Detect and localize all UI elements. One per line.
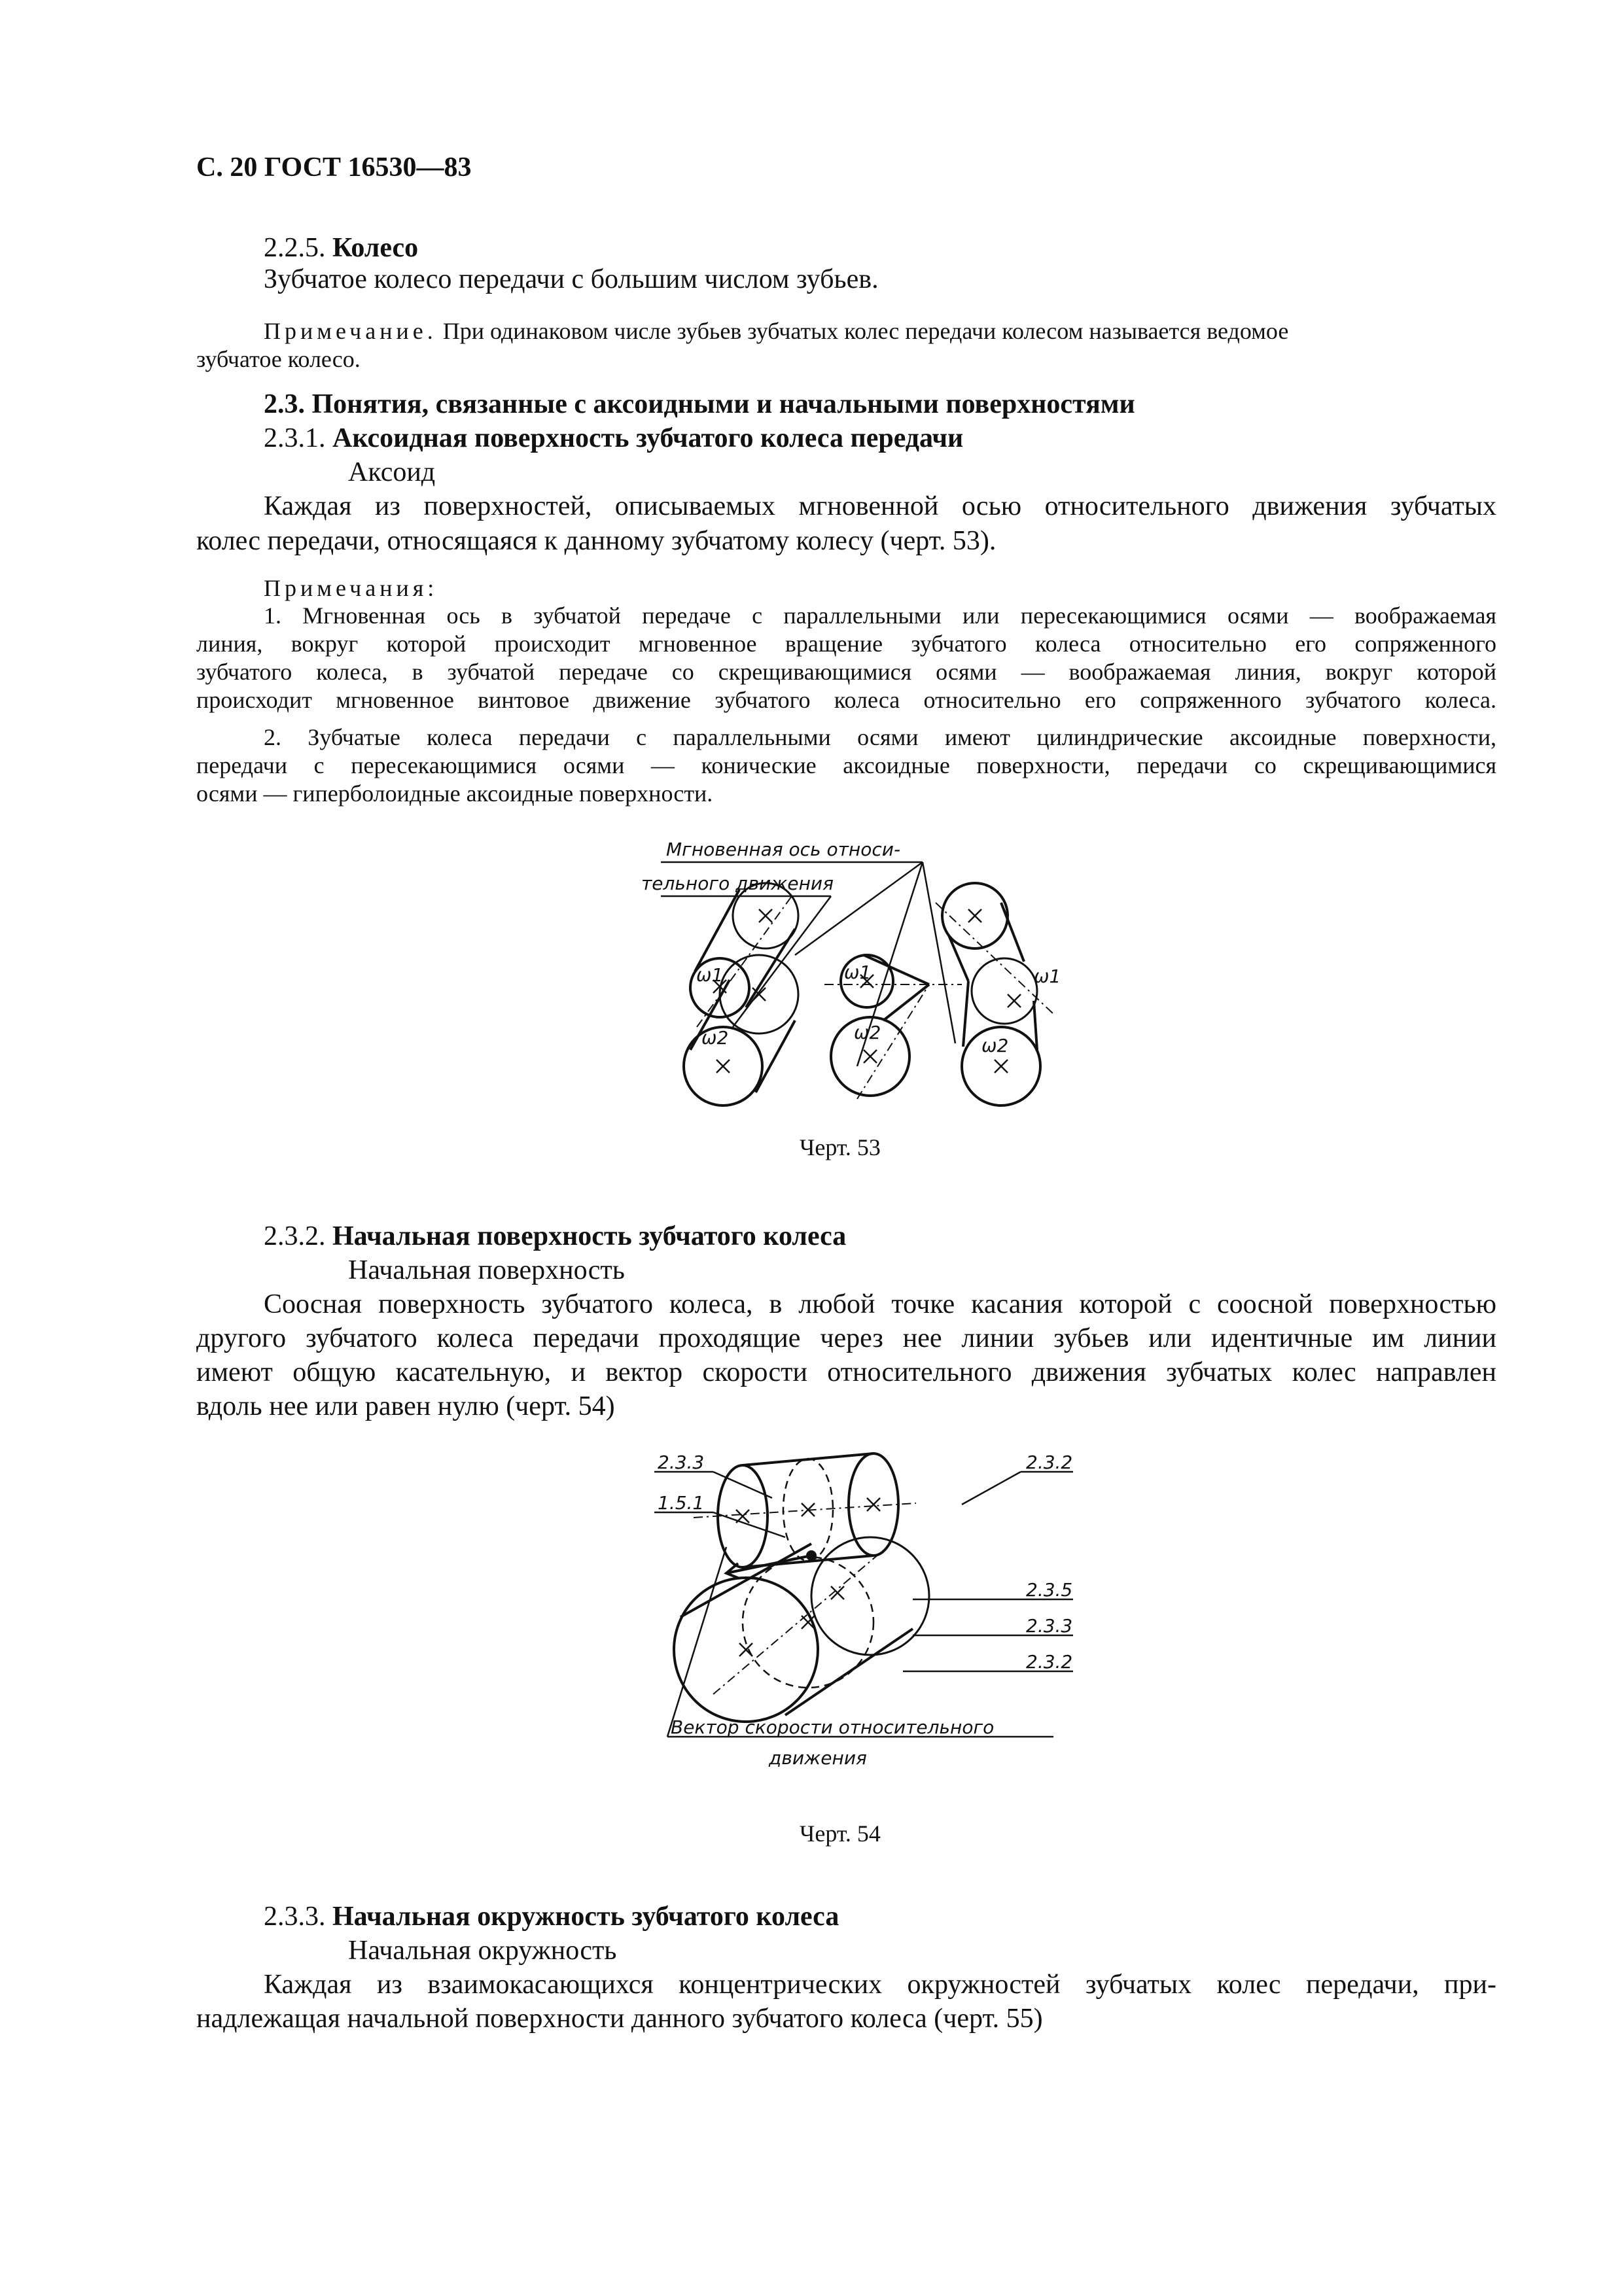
definition-text: Зубчатое колесо передачи с большим числом зубьев. (264, 264, 879, 294)
note-line: 2. Зубчатые колеса передачи с параллельными осями имеют цилиндрические аксоидные поверхности, (264, 724, 1496, 750)
figure-54-caption: Черт. 54 (800, 1820, 881, 1847)
term-title: Колесо (332, 233, 419, 263)
omega-1-label: ω1 (696, 964, 724, 986)
omega-1-label: ω1 (844, 962, 872, 983)
term-title: Начальная поверхность зубчатого колеса (332, 1221, 847, 1251)
short-term: Аксоид (348, 457, 436, 487)
short-term: Начальная окружность (348, 1936, 617, 1966)
definition-text: имеют общую касательную, и вектор скорости относительного движения зубчатых колес направлен (196, 1357, 1496, 1387)
term-title: Начальная окружность зубчатого колеса (332, 1902, 839, 1932)
section-number: 2.2.5. (264, 233, 326, 263)
ref-2-3-2-top: 2.3.2 (1026, 1452, 1073, 1473)
section-number: 2.3.2. (264, 1221, 326, 1251)
ref-2-3-5: 2.3.5 (1026, 1579, 1073, 1601)
definition-text: Каждая из взаимокасающихся концентрических окружностей зубчатых колес передачи, при- (264, 1970, 1496, 2000)
note-line: происходит мгновенное винтовое движение зубчатого колеса относительно его сопряженного зубчатого колеса. (196, 687, 1496, 713)
section-2-3-1-title (264, 423, 963, 454)
definition-text: Соосная поверхность зубчатого колеса, в любой точке касания которой с соосной поверхностью (264, 1289, 1496, 1319)
definition-text: вдоль нее или равен нулю (черт. 54) (196, 1391, 615, 1421)
ref-2-3-3-top: 2.3.3 (658, 1452, 705, 1473)
note-line: передачи с пересекающимися осями — конические аксоидные поверхности, передачи со скрещивающимися (196, 752, 1496, 778)
definition-text: другого зубчатого колеса передачи проходящие через нее линии зубьев или идентичные им линии (196, 1323, 1496, 1353)
definition-text: надлежащая начальной поверхности данного зубчатого колеса (черт. 55) (196, 2004, 1043, 2034)
section-2-3-2-title (264, 1221, 846, 1252)
omega-2-label: ω2 (701, 1027, 729, 1049)
vector-label-line1: Вектор скорости относительного (671, 1716, 995, 1738)
note-line: зубчатое колесо. (196, 346, 361, 372)
ref-2-3-3-right: 2.3.3 (1026, 1615, 1073, 1637)
note-line: осями — гиперболоидные аксоидные поверхности. (196, 780, 713, 807)
omega-2-label: ω2 (981, 1035, 1009, 1056)
note-line: 1. Мгновенная ось в зубчатой передаче с параллельными или пересекающимися осями — воображаемая (264, 602, 1496, 629)
figure-53-axis-label-line1: Мгновенная ось относи- (666, 839, 901, 860)
definition-text: колес передачи, относящаяся к данному зубчатому колесу (черт. 53). (196, 526, 997, 556)
note-line: линия, вокруг которой происходит мгновенное вращение зубчатого колеса относительно его сопряженного (196, 631, 1496, 657)
section-number: 2.3.3. (264, 1902, 326, 1932)
term-title: Аксоидная поверхность зубчатого колеса передачи (332, 423, 964, 453)
note-line: зубчатого колеса, в зубчатой передаче со скрещивающимися осями — воображаемая линия, вокруг которой (196, 659, 1496, 685)
figure-53-caption: Черт. 53 (800, 1134, 881, 1160)
section-number: 2.3.1. (264, 423, 326, 453)
figure-53-axis-label-line2: тельного движения (641, 873, 834, 894)
omega-2-label: ω2 (854, 1022, 881, 1043)
ref-1-5-1: 1.5.1 (658, 1492, 705, 1514)
section-2-3-3-title (264, 1901, 839, 1932)
note-label: Примечание. (264, 318, 437, 344)
notes-label: Примечания: (264, 575, 438, 601)
note-line (264, 317, 1288, 345)
omega-1-label: ω1 (1034, 965, 1061, 987)
section-2-2-5-title (264, 232, 418, 264)
short-term: Начальная поверхность (348, 1255, 625, 1285)
definition-text: Каждая из поверхностей, описываемых мгновенной осью относительного движения зубчатых (264, 491, 1496, 521)
section-2-3-heading: 2.3. Понятия, связанные с аксоидными и начальными поверхностями (264, 389, 1135, 419)
note-text: При одинаковом числе зубьев зубчатых колес передачи колесом называется ведомое (442, 318, 1289, 344)
vector-label-line2: движения (769, 1747, 867, 1769)
ref-2-3-2-right: 2.3.2 (1026, 1651, 1073, 1673)
page-header: С. 20 ГОСТ 16530—83 (196, 152, 472, 183)
